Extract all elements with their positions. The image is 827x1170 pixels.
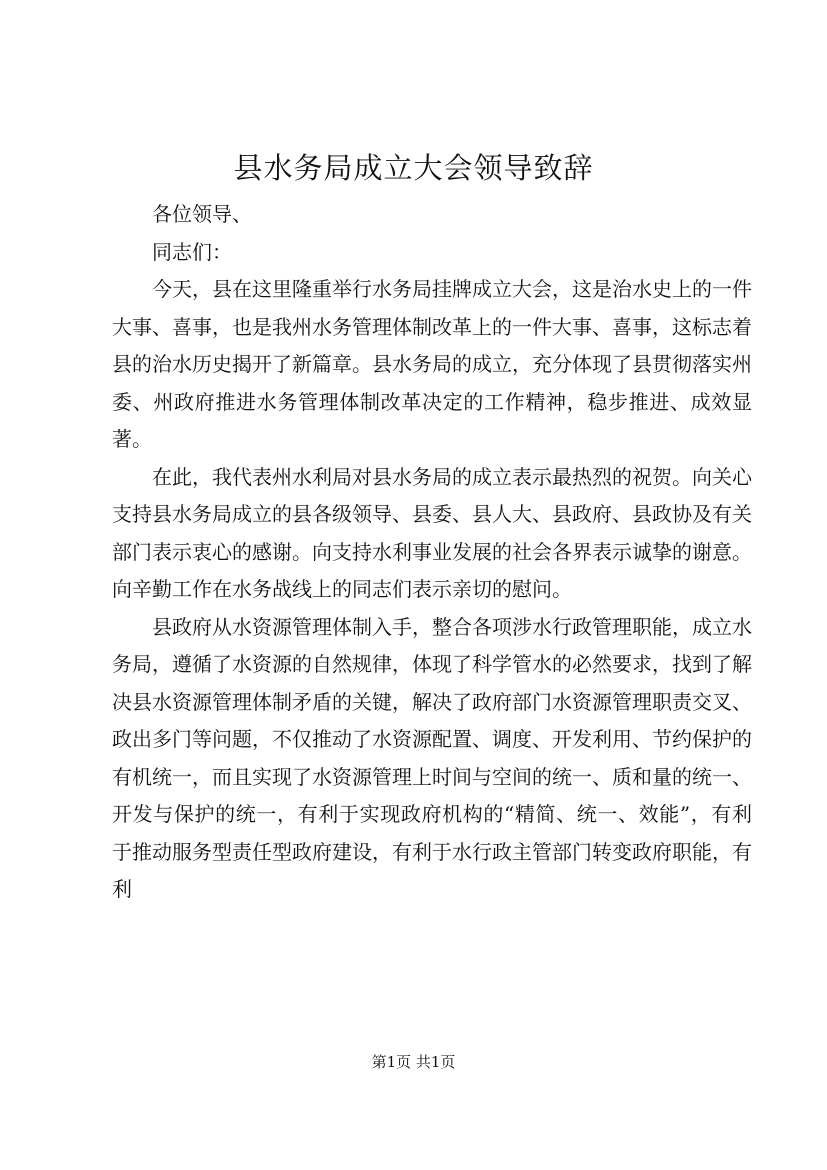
salutation-comrades: 同志们： <box>152 239 232 264</box>
salutation-leaders: 各位领导、 <box>152 202 252 226</box>
paragraph-congratulations: 在此，我代表州水利局对县水务局的成立表示最热烈的祝贺。向关心支持县水务局成立的县各级领导、县委、县人大、县政府、县政协及有关部门表示衷心的感谢。向支持水利事业发展的社会各界表示诚挚的谢意。向辛勤工作在水务战线上的同志们表示亲切的慰问。 <box>112 464 752 601</box>
document-title: 县水务局成立大会领导致辞 <box>233 151 594 185</box>
paragraph-opening: 今天，县在这里隆重举行水务局挂牌成立大会，这是治水史上的一件大事、喜事，也是我州水务管理体制改革上的一件大事、喜事，这标志着县的治水历史揭开了新篇章。县水务局的成立，充分体现了县贯彻落实州委、州政府推进水务管理体制改革决定的工作精神，稳步推进、成效显著。 <box>112 277 752 451</box>
page-number-footer: 第1页 共1页 <box>371 1053 456 1071</box>
document-body <box>112 196 752 909</box>
paragraph-significance: 县政府从水资源管理体制入手，整合各项涉水行政管理职能，成立水务局，遵循了水资源的自然规律，体现了科学管水的必然要求，找到了解决县水资源管理体制矛盾的关键，解决了政府部门水资源管理职责交叉、政出多门等问题，不仅推动了水资源配置、调度、开发利用、节约保护的有机统一，而且实现了水资源管理上时间与空间的统一、质和量的统一、开发与保护的统一，有利于实现政府机构的“精简、统一、效能”，有利于推动服务型责任型政府建设，有利于水行政主管部门转变政府职能，有利 <box>112 614 752 901</box>
